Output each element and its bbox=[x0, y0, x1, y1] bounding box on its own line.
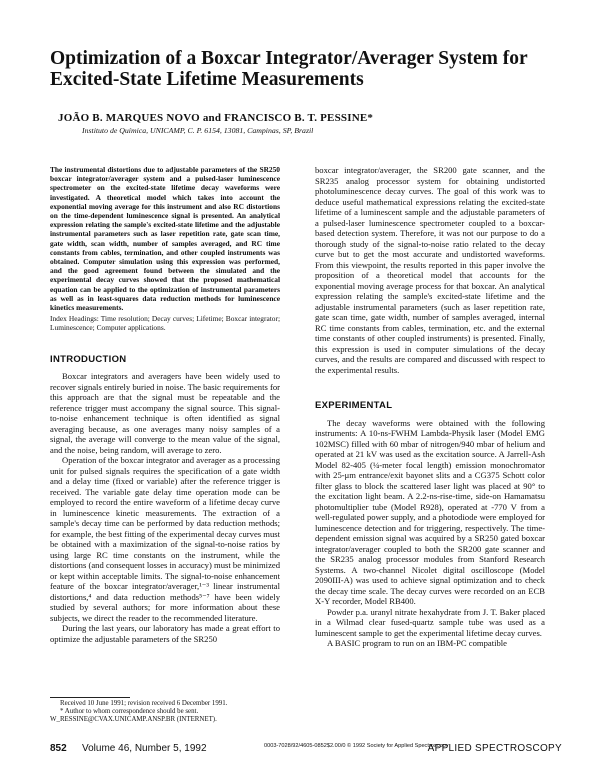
author-affiliation: Instituto de Química, UNICAMP, C. P. 6154, 13081, Campinas, SP, Brazil bbox=[82, 126, 314, 135]
intro-continued-paragraph: boxcar integrator/averager, the SR200 gate scanner, and the SR235 analog processor system for obtaining undistorted photoluminescence decay curves. The goal of this work was to deduce useful mathematical expressions relating the excited-state lifetime of a luminescent sample and the adjustable parameters of a pulsed-laser luminescence spectrometer coupled to a boxcar-based detection system. Therefore, it was not our purpose to do a thorough study of the signal-to-noise ratio related to the decay curve but to get the most accurate and undistorted waveforms. From this viewpoint, the results reported in this paper involve the proposition of a theoretical model that accounts for the exponential moving average process for that boxcar. An analytical expression relating the sample's excited-state lifetime and the adjustable instrumental parameters (such as laser repetition rate, gate scan time, gate width, number of samples averaged, internal RC time constants from cables, termination, etc. and the external time constants of other coupled instruments) is presented. Finally, this expression is used in computer simulations of the decay curves, and the results are compared and discussed with respect to the experimental results. bbox=[315, 165, 545, 375]
journal-name: APPLIED SPECTROSCOPY bbox=[427, 743, 562, 754]
intro-paragraph: Operation of the boxcar integrator and averager as a processing unit for pulsed signals requires the specification of a gate width and a delay time (fixed or variable) after the reference trigger is received. The variable gate delay time operation mode can be employed to record the entire waveform of a lifetime decay curve in luminescence kinetic measurements. The extraction of a sample's decay time can be performed by data reduction methods; for example, the best fitting of the experimental decay curves must be obtained with a maximization of the signal-to-noise ratios by using large RC time constants on the instrument, while the distortions (and consequent losses in accuracy) must be minimized or kept within acceptable limits. The signal-to-noise enhancement feature of the boxcar integrator/averager,¹⁻³ linear instrumental distortions,⁴ and data reduction methods⁵⁻⁷ have been widely studied by several authors; for more information about these subjects, we direct the reader to the recommended literature. bbox=[50, 455, 280, 623]
article-title: Optimization of a Boxcar Integrator/Averager System for Excited-State Lifetime Measurements bbox=[50, 48, 528, 90]
experimental-paragraph: The decay waveforms were obtained with the following instruments: A 10-ns-FWHM Lambda-Physik laser (Model EMG 102MSC) filled with 60 mbar of nitrogen/940 mbar of helium and operated at 21 kV was used as the excitation source. A Jarrell-Ash Model 82-405 (¼-meter focal length) emission monochromator with 25-μm entrance/exit bayonet slits and a CG375 Schott color filter glass to block the scattered laser light was placed at 90° to the excitation light beam. A 2.2-ns-rise-time, side-on Hamamatsu photomultiplier tube (Model R928), operated at -770 V from a well-regulated power supply, and a photodiode were employed for luminescence detection and for triggering, respectively. The time-dependent emission signal was acquired by a SR250 gated boxcar integrator/averager coupled to both the SR200 gate scanner and the SR235 analog processor modules from Stanford Research Systems. A two-channel Nicolet digital oscilloscope (Model 2090III-A) was used to achieve signal optimization and to check the decay time scale. The decay curves were recorded on an ECB X-Y recorder, Model RB400. bbox=[315, 417, 545, 606]
author-list: JOÃO B. MARQUES NOVO and FRANCISCO B. T. PESSINE* bbox=[58, 112, 374, 124]
volume-info: Volume 46, Number 5, 1992 bbox=[82, 743, 207, 754]
index-headings: Index Headings: Time resolution; Decay curves; Lifetime; Boxcar integrator; Luminescence; Computer applications. bbox=[50, 314, 280, 333]
footnote-correspondence: * Author to whom correspondence should be sent. W_RESSINE@CVAX.UNICAMP.ANSP.BR (INTERNET). bbox=[50, 708, 217, 724]
experimental-heading: EXPERIMENTAL bbox=[315, 400, 393, 411]
introduction-heading: INTRODUCTION bbox=[50, 353, 127, 365]
page-number: 852 bbox=[50, 743, 67, 754]
abstract: The instrumental distortions due to adjustable parameters of the SR250 boxcar integrator/averager system and a pulsed-laser luminescence spectrometer on the excited-state lifetime decay waveforms were investigated. A theoretical model which takes into account the exponential moving average for this instrument and also RC distortions on the time-dependent luminescence signal is presented. An analytical expression relating the sample's excited-state lifetime and the adjustable instrumental parameters such as laser repetition rate, gate scan time, gate width, scan width, number of samples averaged, and RC time constants from cables, termination, and other coupled instruments was obtained. Computer simulation using this expression was performed, and the good agreement found between the simulated and the experimental decay curves showed that the proposed mathematical equation can be applied to the optimization of instrumental parameters as well as in least-squares data reduction methods for luminescence kinetics measurements. bbox=[50, 165, 280, 313]
footnote-rule bbox=[50, 697, 130, 698]
footnotes bbox=[50, 700, 282, 725]
left-column bbox=[50, 165, 280, 644]
experimental-paragraph: A BASIC program to run on an IBM-PC compatible bbox=[327, 638, 507, 648]
experimental-paragraph: Powder p.a. uranyl nitrate hexahydrate from J. T. Baker placed in a Wilmad clear fused-quartz sample tube was used as a luminescent sample to get the experimental lifetime decay curves. bbox=[315, 606, 545, 638]
page-footer bbox=[50, 743, 562, 757]
right-column bbox=[315, 165, 545, 649]
intro-paragraph: Boxcar integrators and averagers have been widely used to recover signals entirely buried in noise. The basic requirements for this approach are that the signal must be repeatable and the reference trigger must accompany the signal source. This signal-to-noise enhancement technique is often identified as signal averaging because, as one averages many noisy samples of a signal, the average will converge to the mean value of the signal, and the noise, being random, will average to zero. bbox=[50, 371, 280, 455]
intro-paragraph: During the last years, our laboratory has made a great effort to optimize the adjustable parameters of the SR250 bbox=[50, 623, 280, 644]
footnote-received: Received 10 June 1991; revision received 6 December 1991. bbox=[60, 700, 228, 707]
copyright-code: 0003-7028/92/4605-0852$2.00/0 © 1992 Society for Applied Spectroscopy bbox=[264, 743, 449, 749]
